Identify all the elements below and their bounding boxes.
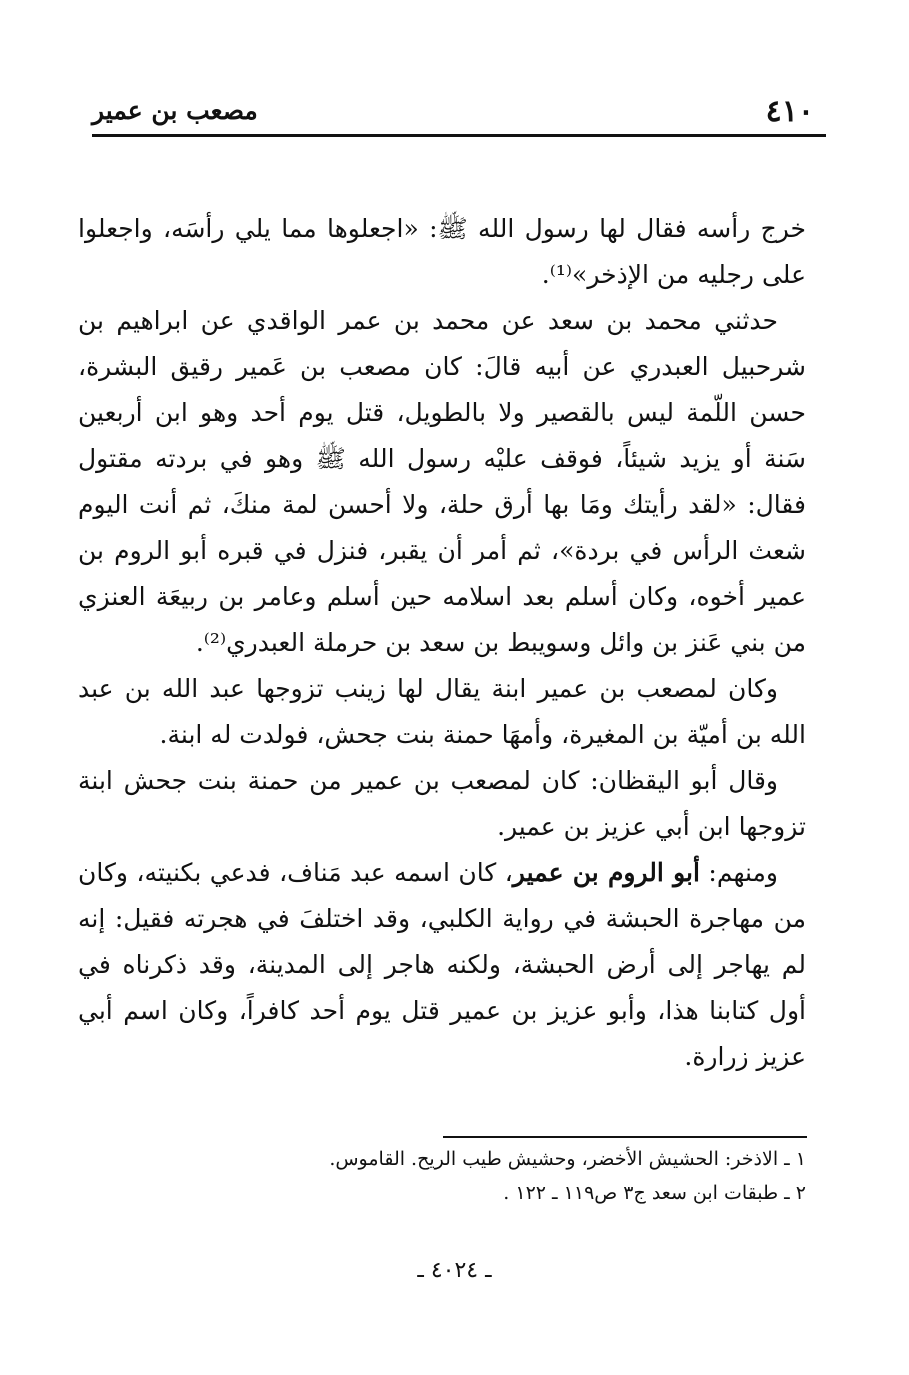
paragraph-1: خرج رأسه فقال لها رسول الله ﷺ: «اجعلوها مما يلي رأسَه، واجعلوا على رجليه من الإذخر»⁽¹⁾.	[78, 214, 806, 289]
footnote-2: ٢ ـ طبقات ابن سعد ج٣ ص١١٩ ـ ١٢٢ .	[503, 1182, 806, 1204]
paragraph-2: حدثني محمد بن سعد عن محمد بن عمر الواقدي عن ابراهيم بن شرحبيل العبدري عن أبيه قالَ: كان مصعب بن عَمير رقيق البشرة، حسن اللّمة ليس بالقصير ولا بالطويل، قتل يوم أحد وهو ابن أربعين سَنة أو يزيد شيئاً، فوقف عليْه رسول الله ﷺ وهو في بردته مقتول فقال: «لقد رأيتك ومَا بها أرق حلة، ولا أحسن لمة منكَ، ثم أنت اليوم شعث الرأس في بردة»، ثم أمر أن يقبر، فنزل في قبره أبو الروم بن عمير أخوه، وكان أسلم بعد اسلامه حين أسلم وعامر بن ربيعَة العنزي من بني عَنز بن وائل وسويبط بن سعد بن حرملة العبدري⁽²⁾.	[78, 306, 806, 657]
paragraph-3: وكان لمصعب بن عمير ابنة يقال لها زينب تزوجها عبد الله بن عبد الله بن أميّة بن المغيرة، وأمهَا حمنة بنت جحش، فولدت له ابنة.	[78, 674, 806, 749]
main-text	[78, 206, 806, 1080]
paragraph-5-rest: ، كان اسمه عبد مَناف، فدعي بكنيته، وكان من مهاجرة الحبشة في رواية الكلبي، وقد اختلفَ في هجرته فقيل: إنه لم يهاجر إلى أرض الحبشة، ولكنه هاجر إلى المدينة، وقد ذكرناه في أول كتابنا هذا، وأبو عزيز بن عمير قتل يوم أحد كافراً، وكان اسم أبي عزيز زرارة.	[78, 858, 806, 1071]
sequence-number: ـ ٤٠٢٤ ـ	[417, 1258, 492, 1283]
person-name-bold: أبو الروم بن عمير	[512, 858, 700, 887]
paragraph-4: وقال أبو اليقظان: كان لمصعب بن عمير من حمنة بنت جحش ابنة تزوجها ابن أبي عزيز بن عمير.	[78, 766, 806, 841]
footnote-rule	[443, 1136, 807, 1138]
running-title: مصعب بن عمير	[92, 96, 258, 125]
header-rule	[92, 134, 826, 137]
footnote-1: ١ ـ الاذخر: الحشيش الأخضر، وحشيش طيب الريح. القاموس.	[329, 1148, 806, 1170]
footnotes	[200, 1142, 806, 1210]
page-number: ٤١٠	[765, 94, 814, 129]
paragraph-5-lead: ومنهم:	[699, 858, 778, 887]
page-header	[92, 86, 822, 130]
paragraph-5	[78, 850, 806, 1080]
